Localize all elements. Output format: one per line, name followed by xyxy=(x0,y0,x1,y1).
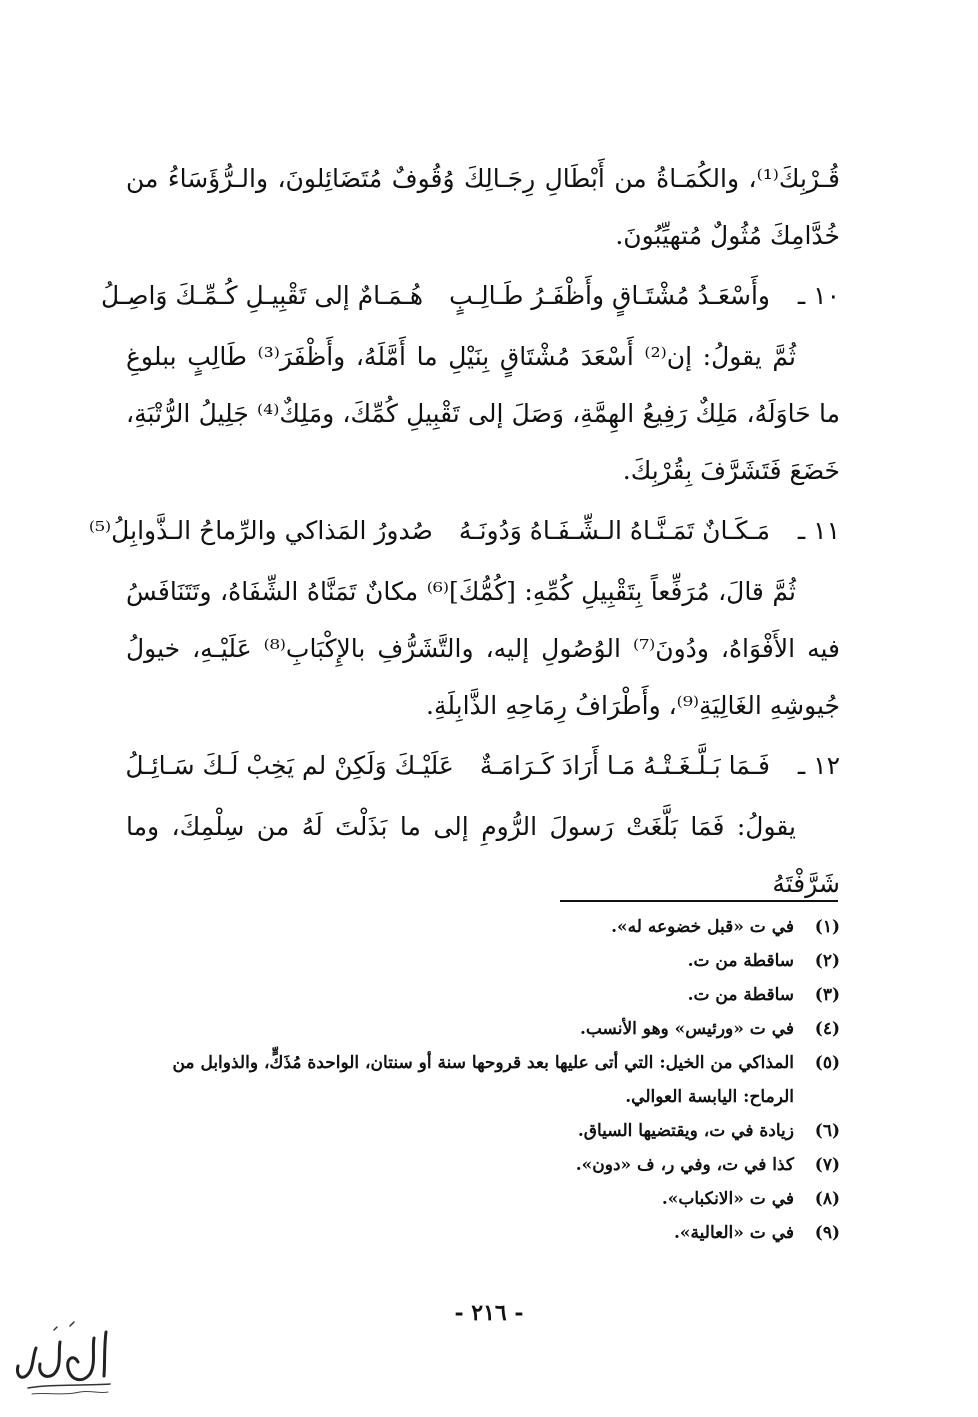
footnote-number: (٢) xyxy=(814,951,840,971)
footnote-number: (٣) xyxy=(814,985,840,1005)
footnote-text: كذا في ت، وفي ر، ف «دون». xyxy=(575,1155,794,1175)
footnote-text: في ت «قبل خضوعه له». xyxy=(611,917,794,937)
footnote-number: (٤) xyxy=(814,1019,840,1039)
footnote-text: المذاكي من الخيل: التي أتى عليها بعد قروحها سنة أو سنتان، الواحدة مُذَكٍّ، والذوابل من xyxy=(172,1053,794,1073)
footnote-text: في ت «الانكباب». xyxy=(661,1189,794,1209)
footnote-text: ساقطة من ت. xyxy=(687,985,794,1005)
library-stamp-icon xyxy=(10,1318,120,1404)
commentary-10: ثُمَّ يقولُ: إن⁽²⁾ أَسْعَدَ مُشْتَاقٍ بِنَيْلِ ما أَمَّلَهُ، وأَظْفَرَ⁽³⁾ طَالِبٍ ببلوغِ ما حَاوَلَهُ، مَلِكٌ رَفِيعُ الهِمَّةِ، وَصَلَ إلى تَقْبِيلِ كُمِّكَ، ومَلِكٌ⁽⁴⁾ جَلِيلُ الرُّتْبَةِ، خَضَعَ فَتَشَرَّفَ بِقُرْبِكَ. xyxy=(126,342,840,485)
footnote-9 xyxy=(120,1216,840,1250)
main-text xyxy=(88,150,840,912)
footnote-text: في ت «ورئيس» وهو الأنسب. xyxy=(579,1019,794,1039)
verse-number: ١٢ ـ xyxy=(797,751,840,780)
footnote-number: (٦) xyxy=(814,1121,840,1141)
footnote-number: (١) xyxy=(814,917,840,937)
footnote-2 xyxy=(120,944,840,978)
commentary-11: ثُمَّ قالَ، مُرَفِّعاً بِتَقْبِيلِ كُمِّهِ: [كُمُّكَ]⁽⁶⁾ مكانٌ تَمَنَّاهُ الشِّفَاهُ، وتَتَنَافَسُ فيه الأَفْوَاهُ، ودُونَ⁽⁷⁾ الوُصُولِ إليه، والتَّشَرُّفِ بالإِكْبَابِ⁽⁸⁾ عَلَيْـهِ، خيولُ جُيوشِهِ الغَالِيَةِ⁽⁹⁾، وأَطْرَافُ رِمَاحِهِ الذَّابِلَةِ. xyxy=(126,577,840,720)
verse-second-hemistich: عَلَيْـكَ وَلَكِنْ لم يَخِبْ لَـكَ سَـائِـلُ xyxy=(125,751,454,780)
verse-11 xyxy=(88,501,840,561)
verse-first-hemistich: وأَسْعَـدُ مُشْتَـاقٍ وأَظْفَـرُ طَـالِـبٍ xyxy=(449,281,770,310)
verse-first-hemistich: مَـكَـانٌ تَمَـنَّـاهُ الـشِّـفَـاهُ وَدُونَـهُ xyxy=(458,516,770,545)
footnote-8 xyxy=(120,1182,840,1216)
footnote-7 xyxy=(120,1148,840,1182)
footnotes xyxy=(120,910,840,1250)
verse-10 xyxy=(100,266,840,326)
footnote-text: ساقطة من ت. xyxy=(687,951,794,971)
footnote-number: (٧) xyxy=(814,1155,840,1175)
page-number: - ٢١٦ - xyxy=(454,1300,524,1326)
paragraph-continued: قُـرْبِكَ⁽¹⁾، والكُمَـاةُ من أَبْطَالِ رِجَـالِكَ وُقُوفٌ مُتَضَائِلونَ، والـرُّؤَسَاءُ من خُدَّامِكَ مُثُولٌ مُتهيِّبُونَ. xyxy=(126,164,840,250)
footnote-4 xyxy=(120,1012,840,1046)
footnote-text: زيادة في ت، ويقتضيها السياق. xyxy=(577,1121,794,1141)
footnote-6 xyxy=(120,1114,840,1148)
verse-12 xyxy=(126,736,840,796)
verse-second-hemistich: هُـمَـامٌ إلى تَقْبِيـلِ كُـمِّـكَ وَاصِـلُ xyxy=(100,281,424,310)
footnote-number: (٨) xyxy=(814,1189,840,1209)
verse-number: ١١ ـ xyxy=(797,516,840,545)
verse-second-hemistich: صُدورُ المَذاكي والرِّماحُ الـذَّوابِلُ⁽⁵⁾ xyxy=(88,516,433,545)
footnote-1 xyxy=(120,910,840,944)
footnote-separator xyxy=(560,900,838,902)
commentary-12: يقولُ: فَمَا بَلَّغَتْ رَسولَ الرُّومِ إلى ما بَذَلْتَ لَهُ من سِلْمِكَ، وما شَرَّفْتَهُ xyxy=(126,812,840,898)
footnote-number: (٩) xyxy=(814,1223,840,1243)
footnote-text: في ت «العالية». xyxy=(673,1223,794,1243)
verse-first-hemistich: فَـمَا بَـلَّـغَـتْـهُ مَـا أَرَادَ كَـرَامَـةٌ xyxy=(479,751,770,780)
footnote-3 xyxy=(120,978,840,1012)
footnote-number: (٥) xyxy=(814,1053,840,1073)
footnote-5 xyxy=(120,1046,840,1080)
verse-number: ١٠ ـ xyxy=(797,281,840,310)
footnote-5-continued: الرماح: اليابسة العوالي. xyxy=(625,1087,794,1107)
